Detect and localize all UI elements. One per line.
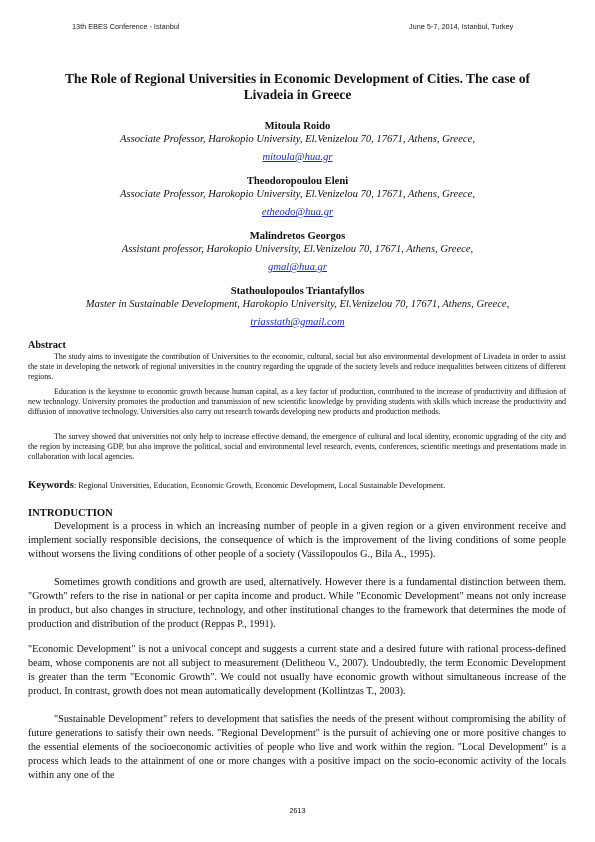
body-paragraph: Sometimes growth conditions and growth are used, alternatively. However there is a fundamental distinction between them. "Growth" refers to the rise in national or per capita income and product. While "Economic Development" means not only increase in product, but also changes in structure, technology, and other institutional changes to the framework that determines the mode of production and distribution of the product (Reppas P., 1991). (28, 577, 566, 630)
author-affiliation: Associate Professor, Harokopio University, El.Venizelou 70, 17671, Athens, Greece, (120, 134, 475, 145)
author-affiliation: Associate Professor, Harokopio University, El.Venizelou 70, 17671, Athens, Greece, (120, 189, 475, 200)
author-name: Theodoropoulou Eleni (246, 176, 349, 187)
abstract-paragraph: Education is the keystone to economic growth because human capital, as a key factor of production, contributed to the increase of productivity and diffusion of new technology. University promotes the production and transmission of new scientific knowledge by providing students with skills which increase the productivity and diffusion of innovative technology. Universities also carry out research towards developing new products and production methods. (28, 387, 566, 417)
author-email-link[interactable]: etheodo@hua.gr (261, 207, 334, 218)
author-email-link[interactable]: triasstath@gmail.com (250, 317, 345, 328)
body-paragraph: "Sustainable Development" refers to development that satisfies the needs of the present without compromising the ability of future generations to satisfy their own needs. "Regional Development" is the pursuit of achieving one or more positive changes to the essential elements of the socioeconomic activities of people who live and work within the region. "Local Development" is a process which leads to the attainment of one or more changes with a positive impact on the socio-economic activity of the locals within any one of the (28, 714, 566, 781)
author-name: Mitoula Roido (264, 121, 331, 132)
keywords-text: : Regional Universities, Education, Economic Growth, Economic Development, Local Sustainable Development. (73, 481, 446, 490)
author-affiliation: Assistant professor, Harokopio University, El.Venizelou 70, 17671, Athens, Greece, (121, 244, 474, 255)
keywords-label: Keywords (28, 480, 74, 491)
abstract-paragraph: The survey showed that universities not only help to increase effective demand, the emergence of cultural and local identity, economic upgrading of the city and the region by increasing GDP, but also improve the political, social and environmental level research, events, conferences, scientific meetings and presentations made in collaboration with local agencies. (28, 432, 566, 462)
author-block (30, 120, 565, 165)
paper-title: The Role of Regional Universities in Economic Development of Cities. The case of Livadeia in Greece (64, 71, 531, 102)
body-paragraph: "Economic Development" is not a univocal concept and suggests a current state and a desired future with rational process-defined beam, whose components are not all subject to measurement (Delitheou V., 2007). Undoubtedly, the term Economic Development is greater than the term "Economic Growth". We could not usually have economic growth without simultaneous increase of the product. In contrast, growth does not mean automatically development (Kollintzas T., 2003). (28, 644, 566, 697)
keywords-line (28, 480, 568, 491)
body-paragraph: Development is a process in which an increasing number of people in a given region or a given environment receive and implement socially responsible decisions, the consequence of which is the improvement of the living conditions of some people without worsens the living conditions of other people of a society (Vassilopoulos G., Bila A., 1995). (28, 521, 566, 560)
author-block (30, 230, 565, 275)
author-email-link[interactable]: mitoula@hua.gr (262, 152, 333, 163)
author-name: Malindretos Georgos (249, 231, 346, 242)
author-name: Stathoulopoulos Triantafyllos (230, 286, 365, 297)
running-header-right: June 5-7, 2014, Istanbul, Turkey (409, 22, 514, 31)
page-number: 2613 (289, 806, 306, 815)
author-block (30, 175, 565, 220)
abstract-paragraph: The study aims to investigate the contribution of Universities to the economic, cultural, social but also environmental development of Livadeia in order to assist the state in developing the network of regional universities in the country regarding the upgrade of the society levels and reduce inequalities between citizens of different regions. (28, 352, 566, 382)
author-block (30, 285, 565, 330)
abstract-heading: Abstract (28, 340, 66, 351)
author-affiliation: Master in Sustainable Development, Harokopio University, El.Venizelou 70, 17671, Athens, Greece, (85, 299, 510, 310)
introduction-heading: INTRODUCTION (28, 508, 113, 519)
author-email-link[interactable]: gmal@hua.gr (268, 262, 327, 273)
running-header-left: 13th EBES Conference - Istanbul (72, 22, 180, 31)
